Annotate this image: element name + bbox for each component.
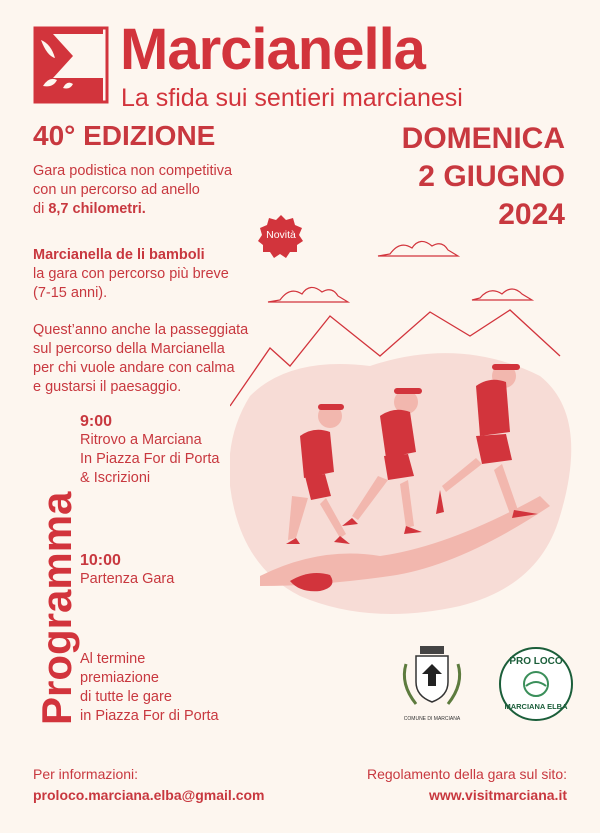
edition-label: 40° EDIZIONE [33, 120, 216, 151]
marcianella-logo-icon [33, 26, 109, 104]
date-year: 2024 [498, 198, 565, 231]
walk-line: Quest’anno anche la passeggiata [33, 322, 249, 338]
program-line: Ritrovo a Marciana [80, 432, 202, 448]
proloco-top-label: PRO LOCO [509, 656, 563, 667]
distance-value: 8,7 chilometri. [48, 201, 146, 217]
program-time: 10:00 [80, 552, 121, 569]
intro-line: Gara podistica non competitiva [33, 163, 233, 179]
proloco-bottom-label: MARCIANA ELBA [504, 702, 568, 711]
program-line: In Piazza For di Porta [80, 451, 220, 467]
rules-label: Regolamento della gara sul sito: [366, 766, 567, 782]
event-date [335, 120, 565, 234]
pro-loco-logo-icon [498, 646, 574, 722]
program-line: Al termine [80, 651, 146, 667]
walk-text [33, 321, 248, 397]
date-weekday: DOMENICA [401, 122, 565, 155]
program-line: premiazione [80, 670, 159, 686]
badge-label: Novità [266, 229, 296, 241]
program-line: Partenza Gara [80, 571, 175, 587]
program-item [80, 412, 219, 488]
program-item [80, 551, 174, 589]
kids-race-text [33, 246, 229, 303]
program-line: in Piazza For di Porta [80, 708, 219, 724]
event-subtitle: La sfida sui sentieri marcianesi [121, 84, 463, 112]
runners-illustration [230, 236, 575, 631]
walk-line: per chi vuole andare con calma [33, 360, 235, 376]
contact-email-link[interactable]: proloco.marciana.elba@gmail.com [33, 787, 265, 803]
kids-title-text: Marcianella de li bamboli [33, 247, 205, 263]
kids-line: (7-15 anni). [33, 285, 108, 301]
kids-title [33, 246, 229, 265]
contact-info [33, 764, 265, 806]
program-item [80, 650, 219, 726]
date-day-month: 2 GIUGNO [418, 160, 565, 193]
comune-label: COMUNE DI MARCIANA [403, 716, 461, 722]
program-line: di tutte le gare [80, 689, 172, 705]
program-time: 9:00 [80, 413, 113, 430]
comune-emblem-icon [398, 644, 466, 724]
walk-line: sul percorso della Marcianella [33, 341, 225, 357]
website-link[interactable]: www.visitmarciana.it [429, 787, 567, 803]
intro-text [33, 162, 232, 219]
programma-heading: Programma [33, 491, 80, 725]
event-title: Marcianella [120, 17, 425, 82]
walk-line: e gustarsi il paesaggio. [33, 379, 182, 395]
rules-info [367, 764, 567, 806]
intro-prefix: di [33, 201, 49, 217]
intro-line [33, 200, 232, 219]
kids-line: la gara con percorso più breve [33, 266, 229, 282]
contact-label: Per informazioni: [33, 766, 139, 782]
intro-line: con un percorso ad anello [33, 182, 200, 198]
program-line: & Iscrizioni [80, 470, 151, 486]
